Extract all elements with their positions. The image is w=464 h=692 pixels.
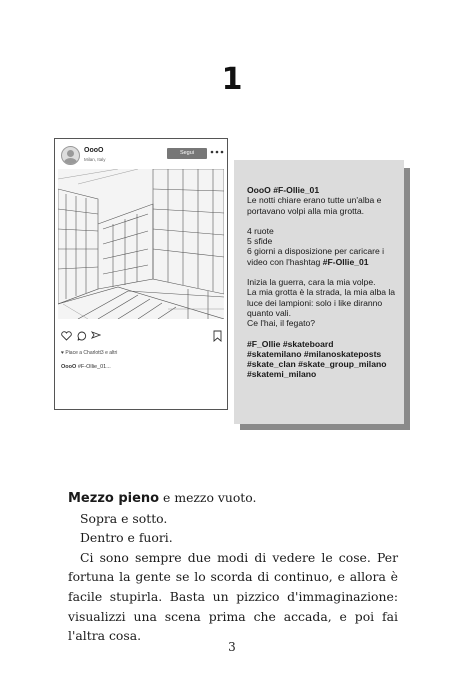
small-heart-icon: ♥ (61, 350, 64, 356)
caption-card (234, 160, 404, 424)
lead-paragraph: Mezzo pieno e mezzo vuoto. (68, 490, 257, 506)
page-number: 3 (228, 640, 236, 654)
street-sketch-image (58, 169, 224, 319)
heart-icon (61, 331, 72, 341)
paragraph: Sopra e sotto. (80, 510, 168, 526)
paragraph: Dentro e fuori. (80, 530, 173, 546)
post-username: OooO (84, 147, 104, 154)
card-intro: OooO #F-Ollie_01 Le notti chiare erano tutte un'alba e portavano volpi alla mia grotta. (247, 185, 382, 216)
likes-text: ♥ Piace a Charlott3 e altri (61, 350, 118, 356)
chapter-number: 1 (221, 62, 243, 97)
bookmark-icon (213, 330, 222, 342)
body-text (68, 488, 398, 646)
follow-button: Segui (167, 148, 207, 159)
card-war: Inizia la guerra, cara la mia volpe. La mia grotta è la strada, la mia alba la luce dei lampioni: solo i like diranno quanto vali. Ce l'hai, il fegato? (247, 277, 396, 329)
comment-icon (77, 331, 87, 341)
post-location: Milan, Italy (84, 157, 106, 162)
more-dots-icon (210, 149, 224, 155)
card-challenge: 4 ruote 5 sfide 6 giorni a disposizione per caricare i video con l'hashtag #F-Ollie_01 (247, 225, 385, 267)
paragraph: Ci sono sempre due modi di vedere le cose. Per fortuna la gente se lo scorda di continuo, e allora è facile stupirla. Basta un pizzico d'immaginazione: visualizzi una scena prima che accada, e poi fai l'altra cosa. (68, 549, 398, 644)
card-hashtags: #F_Ollie #skateboard #skatemilano #milanoskateposts #skate_clan #skate_group_milano #skatemi_milano (247, 338, 387, 380)
post-caption: OooO #F-Ollie_01... (61, 364, 111, 370)
send-icon (91, 331, 101, 341)
post-action-bar (61, 331, 225, 343)
instagram-post-mock (54, 138, 228, 410)
avatar (61, 146, 80, 165)
